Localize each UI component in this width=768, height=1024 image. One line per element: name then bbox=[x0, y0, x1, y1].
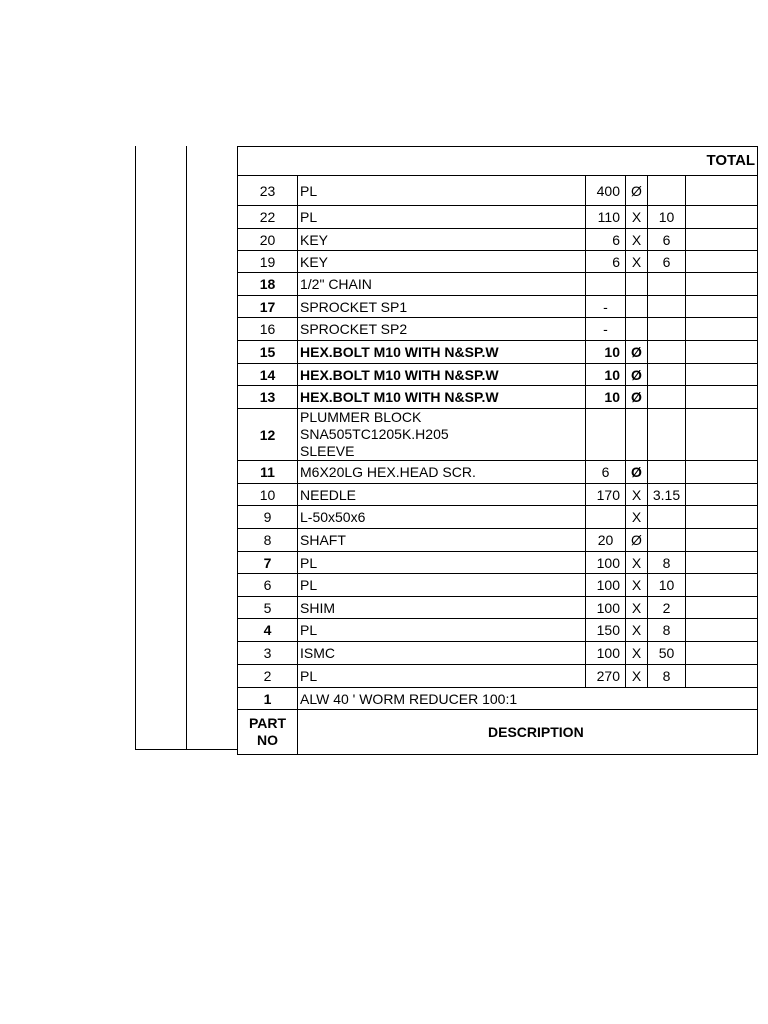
symbol-cell bbox=[626, 296, 648, 318]
description-cell: 1/2" CHAIN bbox=[298, 273, 586, 296]
extra-cell bbox=[686, 529, 758, 552]
size-cell: 400 bbox=[586, 176, 626, 206]
symbol-cell: X bbox=[626, 619, 648, 642]
size-cell: 100 bbox=[586, 597, 626, 619]
table-row bbox=[238, 665, 758, 688]
left-border-line bbox=[135, 146, 136, 750]
part-no-cell: 9 bbox=[238, 506, 298, 529]
symbol-cell bbox=[626, 409, 648, 461]
description-header bbox=[298, 710, 758, 755]
dimension-cell: 8 bbox=[648, 619, 686, 642]
table-row bbox=[238, 386, 758, 409]
description-cell: SPROCKET SP1 bbox=[298, 296, 586, 318]
dimension-cell: 8 bbox=[648, 665, 686, 688]
symbol-cell: Ø bbox=[626, 461, 648, 484]
total-row bbox=[238, 147, 758, 176]
part-no-cell: 12 bbox=[238, 409, 298, 461]
extra-cell bbox=[686, 296, 758, 318]
size-cell: 100 bbox=[586, 552, 626, 574]
symbol-cell: X bbox=[626, 552, 648, 574]
table-row bbox=[238, 251, 758, 273]
table-row bbox=[238, 364, 758, 386]
dimension-cell bbox=[648, 176, 686, 206]
part-no-cell: 23 bbox=[238, 176, 298, 206]
extra-cell bbox=[686, 176, 758, 206]
size-cell bbox=[586, 409, 626, 461]
extra-cell bbox=[686, 273, 758, 296]
description-cell: HEX.BOLT M10 WITH N&SP.W bbox=[298, 364, 586, 386]
part-no-cell: 20 bbox=[238, 229, 298, 251]
left-inner-line bbox=[186, 146, 187, 750]
symbol-cell bbox=[626, 273, 648, 296]
part-no-cell: 5 bbox=[238, 597, 298, 619]
size-cell: 6 bbox=[586, 229, 626, 251]
part-no-cell: 7 bbox=[238, 552, 298, 574]
size-cell: 100 bbox=[586, 574, 626, 597]
size-cell: 110 bbox=[586, 206, 626, 229]
dimension-cell bbox=[648, 529, 686, 552]
extra-cell bbox=[686, 506, 758, 529]
symbol-cell: X bbox=[626, 574, 648, 597]
symbol-cell: X bbox=[626, 642, 648, 665]
description-cell: SHAFT bbox=[298, 529, 586, 552]
extra-cell bbox=[686, 364, 758, 386]
part-no-cell: 4 bbox=[238, 619, 298, 642]
symbol-cell: X bbox=[626, 506, 648, 529]
symbol-cell: X bbox=[626, 597, 648, 619]
extra-cell bbox=[686, 552, 758, 574]
dimension-cell bbox=[648, 461, 686, 484]
size-cell: 10 bbox=[586, 386, 626, 409]
description-cell: SPROCKET SP2 bbox=[298, 318, 586, 341]
extra-cell bbox=[686, 484, 758, 506]
dimension-cell: 50 bbox=[648, 642, 686, 665]
dimension-cell: 10 bbox=[648, 206, 686, 229]
table-row bbox=[238, 273, 758, 296]
part-no-cell: 17 bbox=[238, 296, 298, 318]
part-no-cell: 3 bbox=[238, 642, 298, 665]
description-cell: PL bbox=[298, 206, 586, 229]
part-no-cell: 10 bbox=[238, 484, 298, 506]
extra-cell bbox=[686, 642, 758, 665]
description-cell: KEY bbox=[298, 251, 586, 273]
dimension-cell: 6 bbox=[648, 251, 686, 273]
extra-cell bbox=[686, 206, 758, 229]
description-cell: NEEDLE bbox=[298, 484, 586, 506]
size-cell: 170 bbox=[586, 484, 626, 506]
extra-cell bbox=[686, 461, 758, 484]
size-cell bbox=[586, 273, 626, 296]
part-no-header: PART NO bbox=[238, 710, 298, 755]
table-row bbox=[238, 619, 758, 642]
extra-cell bbox=[686, 597, 758, 619]
dimension-cell bbox=[648, 506, 686, 529]
size-cell: 100 bbox=[586, 642, 626, 665]
part-no-cell: 8 bbox=[238, 529, 298, 552]
part-no-cell: 22 bbox=[238, 206, 298, 229]
table-row bbox=[238, 484, 758, 506]
part-no-cell: 19 bbox=[238, 251, 298, 273]
size-cell bbox=[586, 506, 626, 529]
size-cell: 6 bbox=[586, 461, 626, 484]
table-row bbox=[238, 409, 758, 461]
table-row bbox=[238, 597, 758, 619]
extra-cell bbox=[686, 409, 758, 461]
table-header-row bbox=[238, 710, 758, 755]
symbol-cell: Ø bbox=[626, 529, 648, 552]
dimension-cell: 2 bbox=[648, 597, 686, 619]
total-label: TOTAL bbox=[238, 147, 758, 176]
dimension-cell: 6 bbox=[648, 229, 686, 251]
description-cell: ISMC bbox=[298, 642, 586, 665]
part-no-cell: 16 bbox=[238, 318, 298, 341]
extra-cell bbox=[686, 665, 758, 688]
description-cell: HEX.BOLT M10 WITH N&SP.W bbox=[298, 341, 586, 364]
extra-cell bbox=[686, 251, 758, 273]
part-no-cell: 18 bbox=[238, 273, 298, 296]
dimension-cell bbox=[648, 341, 686, 364]
part-no-cell: 1 bbox=[238, 688, 298, 710]
description-cell: SHIM bbox=[298, 597, 586, 619]
symbol-cell: X bbox=[626, 251, 648, 273]
dimension-cell: 3.15 bbox=[648, 484, 686, 506]
table-row bbox=[238, 552, 758, 574]
symbol-cell: X bbox=[626, 484, 648, 506]
extra-cell bbox=[686, 341, 758, 364]
size-cell: - bbox=[586, 296, 626, 318]
size-cell: - bbox=[586, 318, 626, 341]
description-cell: KEY bbox=[298, 229, 586, 251]
table-row bbox=[238, 318, 758, 341]
table-row bbox=[238, 642, 758, 665]
dimension-cell bbox=[648, 409, 686, 461]
size-cell: 10 bbox=[586, 364, 626, 386]
part-no-cell: 15 bbox=[238, 341, 298, 364]
description-cell: PL bbox=[298, 552, 586, 574]
symbol-cell: Ø bbox=[626, 176, 648, 206]
symbol-cell: Ø bbox=[626, 364, 648, 386]
table-row bbox=[238, 229, 758, 251]
symbol-cell: X bbox=[626, 229, 648, 251]
symbol-cell: Ø bbox=[626, 341, 648, 364]
dimension-cell bbox=[648, 386, 686, 409]
part-no-cell: 14 bbox=[238, 364, 298, 386]
table-row bbox=[238, 461, 758, 484]
part-no-cell: 13 bbox=[238, 386, 298, 409]
table-row bbox=[238, 296, 758, 318]
description-cell: PL bbox=[298, 665, 586, 688]
extra-cell bbox=[686, 318, 758, 341]
symbol-cell: Ø bbox=[626, 386, 648, 409]
dimension-cell bbox=[648, 364, 686, 386]
description-cell: PL bbox=[298, 574, 586, 597]
description-header-label: DESCRIPTION bbox=[488, 724, 584, 740]
extra-cell bbox=[686, 229, 758, 251]
table-row bbox=[238, 529, 758, 552]
left-bottom-line bbox=[135, 749, 238, 750]
dimension-cell bbox=[648, 318, 686, 341]
bill-of-materials-table bbox=[237, 146, 758, 755]
part-no-cell: 6 bbox=[238, 574, 298, 597]
extra-cell bbox=[686, 574, 758, 597]
description-cell: PL bbox=[298, 619, 586, 642]
description-cell: M6X20LG HEX.HEAD SCR. bbox=[298, 461, 586, 484]
table-row bbox=[238, 506, 758, 529]
size-cell: 6 bbox=[586, 251, 626, 273]
extra-cell bbox=[686, 619, 758, 642]
part-no-cell: 11 bbox=[238, 461, 298, 484]
size-cell: 20 bbox=[586, 529, 626, 552]
table-row bbox=[238, 176, 758, 206]
symbol-cell: X bbox=[626, 206, 648, 229]
table-row bbox=[238, 341, 758, 364]
dimension-cell bbox=[648, 273, 686, 296]
description-cell: PL bbox=[298, 176, 586, 206]
bom-table-viewport bbox=[237, 146, 756, 751]
part-no-cell: 2 bbox=[238, 665, 298, 688]
symbol-cell: X bbox=[626, 665, 648, 688]
size-cell: 150 bbox=[586, 619, 626, 642]
extra-cell bbox=[686, 386, 758, 409]
dimension-cell bbox=[648, 296, 686, 318]
table-row bbox=[238, 688, 758, 710]
description-cell: PLUMMER BLOCK SNA505TC1205K.H205 SLEEVE bbox=[298, 409, 586, 461]
table-row bbox=[238, 574, 758, 597]
size-cell: 270 bbox=[586, 665, 626, 688]
dimension-cell: 8 bbox=[648, 552, 686, 574]
symbol-cell bbox=[626, 318, 648, 341]
description-cell: L-50x50x6 bbox=[298, 506, 586, 529]
description-cell: HEX.BOLT M10 WITH N&SP.W bbox=[298, 386, 586, 409]
dimension-cell: 10 bbox=[648, 574, 686, 597]
size-cell: 10 bbox=[586, 341, 626, 364]
description-cell: ALW 40 ' WORM REDUCER 100:1 bbox=[298, 688, 758, 710]
table-row bbox=[238, 206, 758, 229]
